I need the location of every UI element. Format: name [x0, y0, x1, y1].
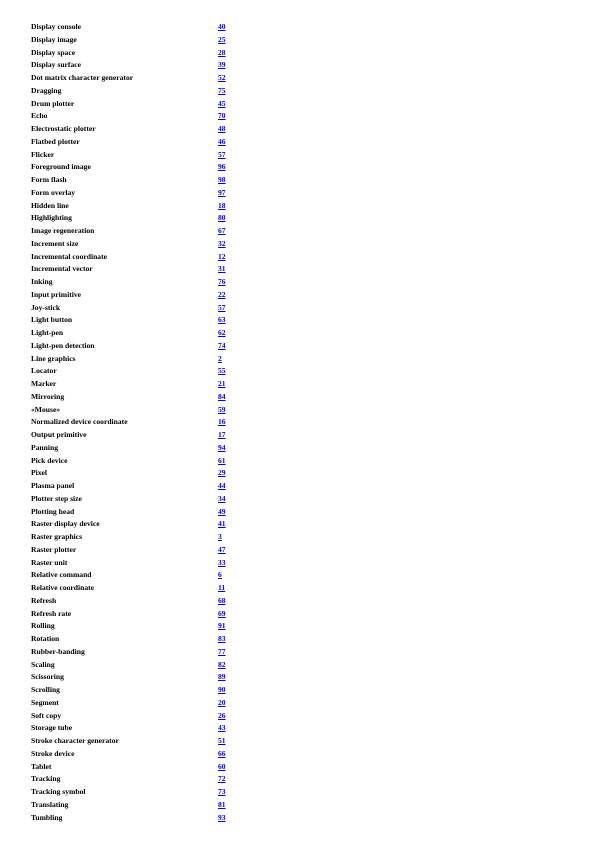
page-number-link[interactable]: 17 [218, 430, 226, 439]
page-number-link[interactable]: 76 [218, 277, 226, 286]
page-number-link[interactable]: 68 [218, 595, 226, 605]
page-number-link[interactable]: 61 [218, 455, 226, 465]
index-term: Rubber-banding [31, 646, 85, 656]
index-entry [31, 722, 291, 735]
index-entry [31, 455, 291, 468]
index-term: Storage tube [31, 723, 73, 733]
page-number-link[interactable]: 75 [218, 85, 226, 95]
page-number-link[interactable]: 11 [218, 583, 226, 592]
index-entry [31, 671, 291, 684]
page-number-link[interactable]: 22 [218, 289, 226, 299]
index-entry [31, 289, 291, 302]
index-term: Refresh [31, 595, 57, 605]
index-entry [31, 149, 291, 162]
page-number-link[interactable]: 47 [218, 544, 226, 554]
index-entry [31, 773, 291, 786]
page-number-link[interactable]: 60 [218, 761, 226, 771]
index-term: Flicker [31, 149, 55, 159]
index-entry [31, 710, 291, 723]
index-term: Joy-stick [31, 302, 61, 312]
page-number-link[interactable]: 25 [218, 34, 226, 44]
index-term: Light button [31, 315, 73, 325]
index-term: Scissoring [31, 672, 64, 682]
index-term: Mirroring [31, 391, 65, 401]
page-number-link[interactable]: 45 [218, 98, 226, 108]
page-number-link[interactable]: 44 [218, 481, 226, 490]
index-entry [31, 378, 291, 391]
index-entry [31, 557, 291, 570]
page-number-link[interactable]: 51 [218, 736, 226, 745]
page-number-link[interactable]: 52 [218, 73, 226, 82]
index-entry [31, 467, 291, 480]
index-entry [31, 633, 291, 646]
index-term: Display space [31, 47, 76, 57]
index-term: Form flash [31, 175, 67, 184]
index-term: Display console [31, 22, 81, 31]
page-number-link[interactable]: 69 [218, 608, 226, 618]
index-term: Locator [31, 366, 57, 376]
index-entry [31, 595, 291, 608]
index-term: Rolling [31, 621, 55, 631]
index-entry [31, 200, 291, 213]
page-number-link[interactable]: 84 [218, 391, 226, 401]
index-entry [31, 123, 291, 136]
page-number-link[interactable]: 83 [218, 634, 226, 643]
page-number-link[interactable]: 96 [218, 162, 226, 172]
page-number-link[interactable]: 90 [218, 685, 226, 694]
index-entry [31, 21, 291, 34]
index-term: Tracking [31, 774, 61, 784]
page-number-link[interactable]: 34 [218, 493, 226, 503]
index-entry [31, 85, 291, 98]
index-term: Image regeneration [31, 226, 95, 235]
page-number-link[interactable]: 2 [218, 353, 222, 363]
index-entry [31, 263, 291, 276]
index-term: Highlighting [31, 213, 72, 223]
index-term: Plotting head [31, 506, 75, 516]
index-entry [31, 429, 291, 442]
index-entry [31, 748, 291, 761]
index-term: Raster graphics [31, 532, 83, 541]
page-number-link[interactable]: 74 [218, 340, 226, 350]
index-entry [31, 404, 291, 417]
index-term: Dot matrix character generator [31, 73, 134, 82]
index-term: Output primitive [31, 430, 87, 439]
page-number-link[interactable]: 66 [218, 748, 226, 758]
index-entry [31, 506, 291, 519]
index-term: «Mouse» [31, 404, 61, 414]
page-number-link[interactable]: 55 [218, 366, 226, 376]
index-term: Soft copy [31, 710, 62, 720]
page-number-link[interactable]: 48 [218, 124, 226, 133]
index-list [31, 21, 291, 824]
page-number-link[interactable]: 89 [218, 672, 226, 682]
index-term: Plasma panel [31, 481, 75, 490]
index-entry [31, 47, 291, 60]
index-term: Plotter step size [31, 493, 82, 503]
index-entry [31, 544, 291, 557]
index-entry [31, 212, 291, 225]
index-entry [31, 659, 291, 672]
page-number-link[interactable]: 63 [218, 315, 226, 325]
index-term: Inking [31, 277, 53, 286]
page-number-link[interactable]: 28 [218, 47, 226, 57]
index-entry [31, 518, 291, 531]
index-term: Input primitive [31, 289, 81, 299]
index-entry [31, 569, 291, 582]
index-term: Light-pen detection [31, 340, 95, 350]
index-entry [31, 442, 291, 455]
index-entry [31, 187, 291, 200]
page-number-link[interactable]: 94 [218, 442, 226, 452]
index-term: Tracking symbol [31, 787, 86, 796]
index-term: Scaling [31, 659, 55, 669]
index-entry [31, 314, 291, 327]
index-term: Echo [31, 111, 48, 121]
index-term: Light-pen [31, 328, 64, 337]
index-entry [31, 365, 291, 378]
page-number-link[interactable]: 67 [218, 226, 226, 235]
index-entry [31, 799, 291, 812]
index-term: Dragging [31, 85, 62, 95]
index-term: Foreground image [31, 162, 91, 172]
index-term: Raster unit [31, 557, 68, 567]
page-number-link[interactable]: 62 [218, 328, 226, 337]
page-number-link[interactable]: 57 [218, 149, 226, 159]
index-term: Panning [31, 442, 59, 452]
page-number-link[interactable]: 46 [218, 136, 226, 146]
index-term: Stroke character generator [31, 736, 119, 745]
index-term: Tumbling [31, 812, 63, 822]
index-entry [31, 391, 291, 404]
index-entry [31, 735, 291, 748]
index-term: Refresh rate [31, 608, 72, 618]
index-entry [31, 34, 291, 47]
index-term: Scrolling [31, 685, 60, 694]
page-number-link[interactable]: 70 [218, 111, 226, 121]
index-entry [31, 251, 291, 264]
index-entry [31, 416, 291, 429]
index-term: Hidden line [31, 200, 69, 210]
index-entry [31, 98, 291, 111]
index-term: Rotation [31, 634, 60, 643]
index-term: Incremental vector [31, 264, 93, 274]
page-number-link[interactable]: 73 [218, 787, 226, 796]
index-term: Display surface [31, 60, 81, 70]
page-number-link[interactable]: 77 [218, 646, 226, 656]
index-entry [31, 812, 291, 825]
index-entry [31, 697, 291, 710]
index-term: Pixel [31, 468, 48, 478]
index-term: Tablet [31, 761, 52, 771]
index-entry [31, 340, 291, 353]
page-number-link[interactable]: 32 [218, 238, 226, 248]
page-number-link[interactable]: 16 [218, 417, 226, 427]
index-entry [31, 646, 291, 659]
index-entry [31, 786, 291, 799]
page-number-link[interactable]: 81 [218, 799, 226, 809]
index-term: Normalized device coordinate [31, 417, 128, 427]
page-number-link[interactable]: 29 [218, 468, 226, 478]
index-term: Pick device [31, 455, 68, 465]
page-number-link[interactable]: 80 [218, 213, 226, 223]
page-number-link[interactable]: 3 [218, 532, 222, 541]
index-entry [31, 761, 291, 774]
index-entry [31, 327, 291, 340]
index-entry [31, 59, 291, 72]
index-term: Drum plotter [31, 98, 75, 108]
index-entry [31, 620, 291, 633]
page-number-link[interactable]: 59 [218, 404, 226, 414]
page-number-link[interactable]: 40 [218, 22, 226, 31]
index-entry [31, 302, 291, 315]
page-number-link[interactable]: 26 [218, 710, 226, 720]
index-entry [31, 684, 291, 697]
index-entry [31, 276, 291, 289]
page-number-link[interactable]: 97 [218, 187, 226, 197]
index-term: Raster plotter [31, 544, 77, 554]
page-number-link[interactable]: 33 [218, 557, 226, 567]
index-term: Display image [31, 34, 77, 44]
index-term: Marker [31, 379, 57, 388]
page-number-link[interactable]: 6 [218, 570, 222, 580]
index-term: Segment [31, 697, 59, 707]
page-number-link[interactable]: 41 [218, 519, 226, 529]
index-term: Electrostatic plotter [31, 124, 96, 133]
index-entry [31, 225, 291, 238]
page-number-link[interactable]: 57 [218, 302, 226, 312]
page-number-link[interactable]: 20 [218, 697, 226, 707]
index-entry [31, 480, 291, 493]
index-entry [31, 531, 291, 544]
page-number-link[interactable]: 43 [218, 723, 226, 733]
page-number-link[interactable]: 39 [218, 60, 226, 70]
page-number-link[interactable]: 49 [218, 506, 226, 516]
page-number-link[interactable]: 91 [218, 621, 226, 631]
index-entry [31, 174, 291, 187]
index-term: Translating [31, 799, 69, 809]
index-entry [31, 110, 291, 123]
index-term: Relative command [31, 570, 92, 580]
index-term: Incremental coordinate [31, 251, 107, 261]
index-entry [31, 582, 291, 595]
index-term: Flatbed plotter [31, 136, 80, 146]
index-term: Raster display device [31, 519, 100, 529]
page-number-link[interactable]: 98 [218, 175, 226, 184]
page-number-link[interactable]: 12 [218, 251, 226, 261]
page-number-link[interactable]: 18 [218, 200, 226, 210]
index-term: Increment size [31, 238, 79, 248]
index-entry [31, 493, 291, 506]
index-entry [31, 136, 291, 149]
index-term: Form overlay [31, 187, 76, 197]
index-term: Stroke device [31, 748, 75, 758]
page-number-link[interactable]: 21 [218, 379, 226, 388]
page-number-link[interactable]: 31 [218, 264, 226, 274]
page-number-link[interactable]: 72 [218, 774, 226, 784]
page-number-link[interactable]: 82 [218, 659, 226, 669]
index-term: Relative coordinate [31, 583, 95, 592]
index-entry [31, 72, 291, 85]
index-entry [31, 353, 291, 366]
page-number-link[interactable]: 93 [218, 812, 226, 822]
index-entry [31, 238, 291, 251]
index-term: Line graphics [31, 353, 76, 363]
index-entry [31, 161, 291, 174]
index-entry [31, 608, 291, 621]
